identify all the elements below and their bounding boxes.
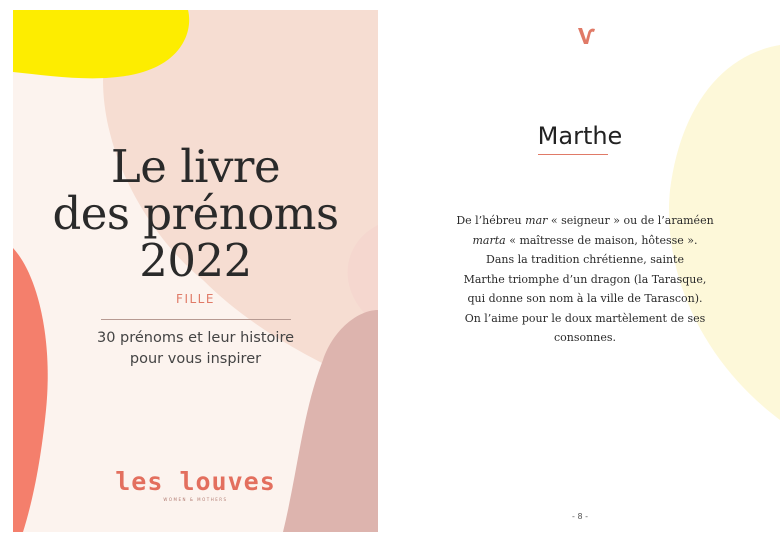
content-page (380, 0, 780, 543)
description-line (440, 270, 730, 290)
cover-subtitle-line: pour vous inspirer (129, 351, 262, 367)
text-segment: Marthe triomphe d’un dragon (la Tarasque, (463, 272, 707, 286)
text-segment: « seigneur » ou de l’araméen (547, 214, 714, 227)
description-line (440, 328, 730, 348)
text-segment: qui donne son nom à la ville de Tarascon). (467, 292, 703, 305)
text-segment: On l’aime pour le doux martèlement de ses (464, 311, 706, 325)
brand-tagline: WOMEN & MOTHERS (163, 497, 228, 502)
cover-tag: FILLE (176, 292, 215, 306)
cover-title-line: 2022 (139, 234, 252, 287)
title-underline (538, 154, 608, 155)
book-cover (13, 10, 378, 532)
cover-title-line: Le livre (110, 140, 281, 193)
cover-subtitle-line: 30 prénoms et leur histoire (96, 330, 295, 346)
text-segment: De l’hébreu (456, 214, 526, 227)
description-line (440, 309, 730, 329)
page-number: - 8 - (572, 512, 588, 521)
cover-title-line: des prénoms (52, 187, 339, 240)
description-line (440, 231, 730, 251)
text-segment: Dans la tradition chrétienne, sainte (486, 253, 684, 266)
name-description (440, 211, 730, 348)
text-segment: « maîtresse de maison, hôtesse ». (505, 233, 698, 247)
cover-title (13, 140, 378, 287)
description-line (440, 250, 730, 270)
description-line (440, 211, 730, 231)
brand-logo: les louves (115, 467, 276, 496)
cover-subtitle (13, 328, 378, 370)
description-line (440, 289, 730, 309)
page-title: Marthe (537, 122, 623, 150)
cover-divider (101, 319, 291, 320)
italic-word: mar (525, 214, 548, 227)
text-segment: consonnes. (554, 331, 616, 344)
v-logo-icon (576, 25, 598, 47)
italic-word: marta (472, 233, 506, 247)
